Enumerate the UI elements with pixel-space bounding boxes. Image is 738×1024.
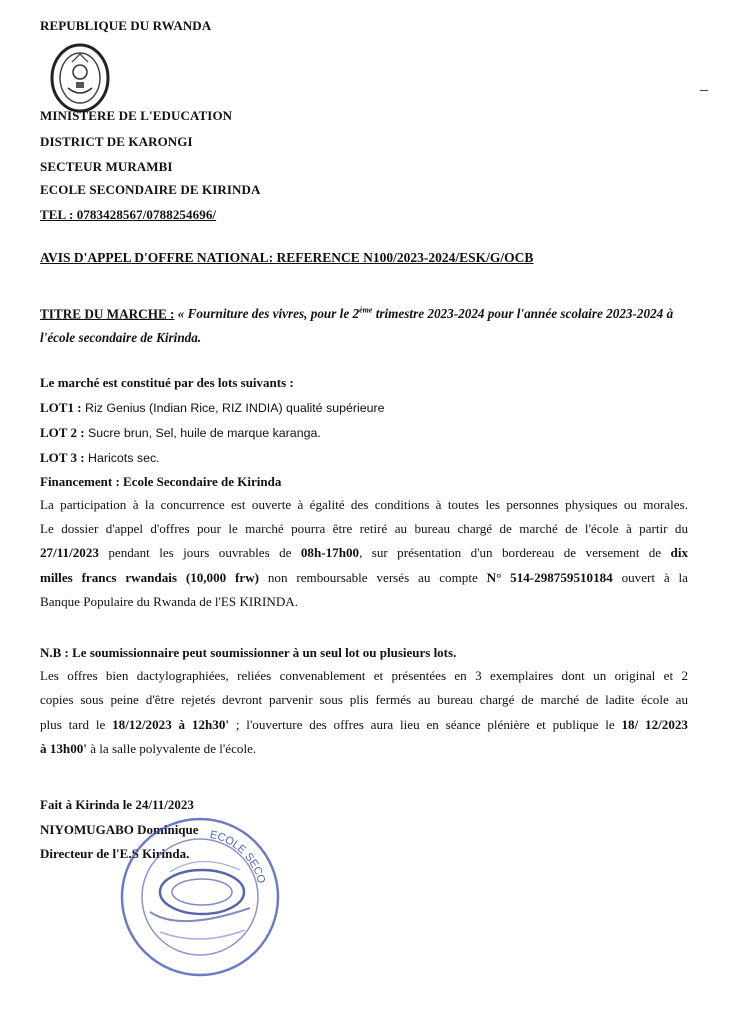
participation-paragraph: La participation à la concurrence est ouverte à égalité des conditions à toutes les personnes physiques ou morales. (40, 497, 688, 512)
lot-1: LOT1 : Riz Genius (Indian Rice, RIZ INDIA) qualité supérieure (40, 400, 385, 415)
offers-paragraph: Les offres bien dactylographiées, reliées convenablement et présentées en 3 exemplaires dont un original et 2 copies sous peine d'être rejetés devront parvenir sous plis fermés au bureau chargé de marché de ladite école au plus tard le 18/12/2023 à 12h30' ; l'ouverture des offres aura lieu en séance plénière et publique le 18/ 12/2023 à 13h00' à la salle polyvalente de l'école. (40, 668, 688, 756)
sector-name: SECTEUR MURAMBI (40, 159, 173, 174)
lots-intro: Le marché est constitué par des lots suivants : (40, 375, 294, 390)
market-title (40, 299, 690, 350)
svg-text:ECOLE SECO: ECOLE SECO (208, 828, 268, 885)
dossier-paragraph: Le dossier d'appel d'offres pour le marché pourra être retiré au bureau chargé de marché de l'école à partir du 27/11/2023 pendant les jours ouvrables de 08h-17h00, sur présentation d'un bordereau de versement de dix milles francs rwandais (10,000 frw) non remboursable versés au compte N° 514-298759510184 ouvert à la Banque Populaire du Rwanda de l'ES KIRINDA. (40, 521, 688, 609)
market-title-text: « Fourniture des vivres, pour le 2ème trimestre 2023-2024 pour l'année scolaire 2023-2024 à l'école secondaire de Kirinda. (40, 306, 674, 346)
national-emblem-icon (46, 42, 114, 114)
district-name: DISTRICT DE KARONGI (40, 134, 193, 149)
school-name: ECOLE SECONDAIRE DE KIRINDA (40, 182, 261, 197)
signatory-name: NIYOMUGABO Dominique (40, 822, 199, 837)
phone-numbers: TEL : 0783428567/0788254696/ (40, 207, 217, 222)
margin-mark (700, 90, 708, 91)
nb-note: N.B : Le soumissionnaire peut soumissionner à un seul lot ou plusieurs lots. (40, 645, 457, 660)
ministry-name: MINISTERE DE L'EDUCATION (40, 108, 233, 123)
market-title-label: TITRE DU MARCHE : (40, 306, 175, 322)
school-stamp-icon (110, 812, 290, 982)
notice-title: AVIS D'APPEL D'OFFRE NATIONAL: REFERENCE N100/2023-2024/ESK/G/OCB (40, 250, 534, 265)
place-date: Fait à Kirinda le 24/11/2023 (40, 797, 194, 812)
lot-2: LOT 2 : Sucre brun, Sel, huile de marque karanga. (40, 425, 321, 440)
lot-3: LOT 3 : Haricots sec. (40, 450, 160, 465)
signatory-title: Directeur de l'E.S Kirinda. (40, 846, 190, 861)
country-name: REPUBLIQUE DU RWANDA (40, 18, 212, 33)
financing: Financement : Ecole Secondaire de Kirinda (40, 474, 282, 489)
